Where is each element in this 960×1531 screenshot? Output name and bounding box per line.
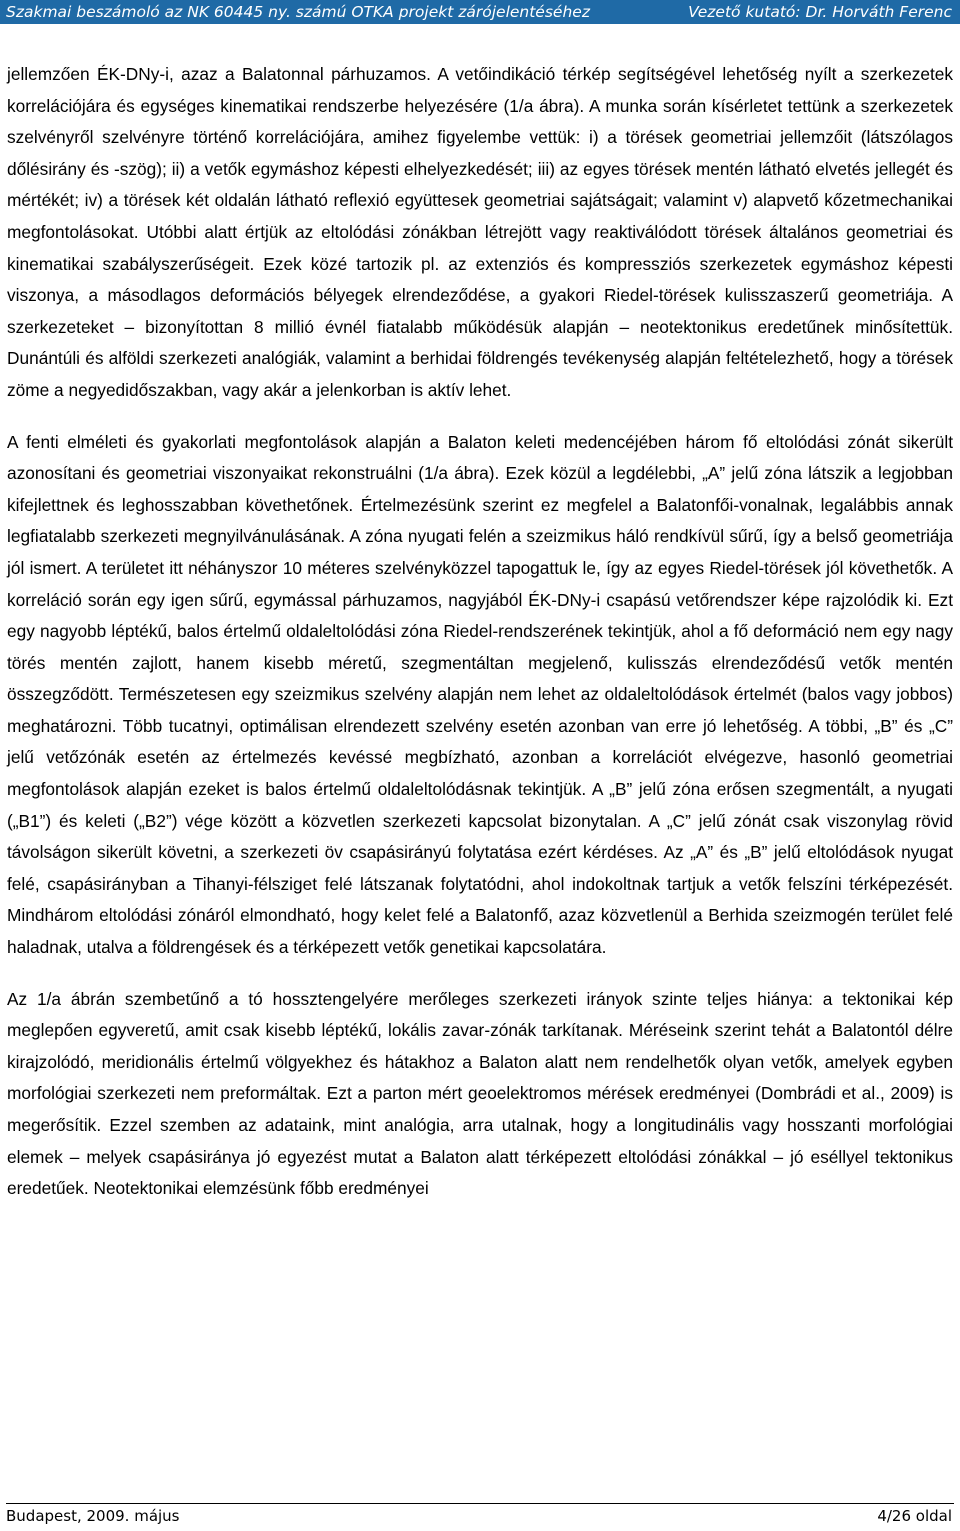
footer-place-date: Budapest, 2009. május (6, 1507, 180, 1525)
page-header (0, 0, 960, 24)
header-lead-researcher: Vezető kutató: Dr. Horváth Ferenc (688, 3, 952, 21)
footer-page-number: 4/26 oldal (877, 1507, 952, 1525)
body-paragraph: A fenti elméleti és gyakorlati megfontolások alapján a Balaton keleti medencéjében három fő eltolódási zónát sikerült azonosítani és geometriai viszonyaikat rekonstruálni (1/a ábra). Ezek közül a legdélebbi, „A” jelű zóna látszik a legjobban kifejlettnek és leghosszabban követhetőnek. Értelmezésünk szerint ez megfelel a Balatonfői-vonalnak, legalábbis annak legfiatalabb szerkezeti megnyilvánulásának. A zóna nyugati felén a szeizmikus háló rendkívül sűrű, így a belső geometriája jól ismert. A területet itt néhányszor 10 méteres szelvényközzel tapogattuk le, így az egyes Riedel-törések jól követhetők. A korreláció során egy igen sűrű, egymással párhuzamos, nagyjából ÉK-DNy-i csapású vetőrendszer képe rajzolódik ki. Ezt egy nagyobb léptékű, balos értelmű oldaleltolódási zóna Riedel-rendszerének tekintjük, ahol a fő deformáció nem egy nagy törés mentén zajlott, hanem kisebb méretű, szegmentáltan megjelenő, kulisszás elrendeződésű vetők mentén összegződött. Természetesen egy szeizmikus szelvény alapján nem lehet az oldaleltolódások értelmét (balos vagy jobbos) meghatározni. Több tucatnyi, optimálisan elrendezett szelvény esetén azonban van erre jó lehetőség. A többi, „B” és „C” jelű vetőzónák esetén az értelmezés kevéssé megbízható, azonban a korrelációt elvégezve, hasonló geometriai megfontolások alapján ezeket is balos értelmű oldaleltolódásnak tekintjük. A „B” jelű zóna erősen szegmentált, a nyugati („B1”) és keleti („B2”) vége között a közvetlen szerkezeti kapcsolat bizonytalan. A „C” jelű zónát csak viszonylag rövid távolságon sikerült követni, a szerkezeti öv csapásirányú folytatása ezért kérdéses. Az „A” és „B” jelű eltolódások nyugat felé, csapásirányban a Tihanyi-félsziget felé látszanak folytatódni, ahol indokoltnak tartjuk a vetők felszíni térképezését. Mindhárom eltolódási zónáról elmondható, hogy kelet felé a Balatonfő, azaz közvetlenül a Berhida szeizmogén terület felé haladnak, utalva a földrengések és a térképezett vetők genetikai kapcsolatára. (7, 431, 953, 958)
footer-divider (6, 1503, 954, 1504)
document-body (7, 59, 953, 1225)
header-project-title: Szakmai beszámoló az NK 60445 ny. számú OTKA projekt zárójelentéséhez (6, 3, 590, 21)
body-paragraph: jellemzően ÉK-DNy-i, azaz a Balatonnal párhuzamos. A vetőindikáció térkép segítségével lehetőség nyílt a szerkezetek korrelációjára és egységes kinematikai rendszerbe helyezésére (1/a ábra). A munka során kísérletet tettünk a szerkezetek szelvényről szelvényre történő korrelációjára, amihez figyelembe vettük: i) a törések geometriai jellemzőit (látszólagos dőlésirány és -szög); ii) a vetők egymáshoz képesti elhelyezkedését; iii) az egyes törések mentén látható elvetés jellegét és mértékét; iv) a törések két oldalán látható reflexió együttesek geometriai sajátságait; valamint v) alapvető kőzetmechanikai megfontolásokat. Utóbbi alatt értjük az eltolódási zónákban létrejött vagy reaktiválódott törések általános geometriai és kinematikai szabályszerűségeit. Ezek közé tartozik pl. az extenziós és kompressziós szerkezetek egymáshoz képesti viszonya, a másodlagos deformációs bélyegek elrendeződése, a gyakori Riedel-törések kulisszaszerű geometriája. A szerkezeteket – bizonyítottan 8 millió évnél fiatalabb működésük alapján – neotektonikus eredetűnek minősítettük. Dunántúli és alföldi szerkezeti analógiák, valamint a berhidai földrengés tevékenység alapján feltételezhető, hogy a törések zöme a negyedidőszakban, vagy akár a jelenkorban is aktív lehet. (7, 64, 953, 400)
body-paragraph: Az 1/a ábrán szembetűnő a tó hossztengelyére merőleges szerkezeti irányok szinte teljes hiánya: a tektonikai kép meglepően egyveretű, amit csak kisebb léptékű, lokális zavar-zónák tarkítanak. Méréseink szerint tehát a Balatontól délre kirajzolódó, meridionális értelmű völgyekhez és hátakhoz a Balaton alatt nem rendelhetők olyan vetők, amelyek egyben morfológiai szerkezeti nem preformáltak. Ezt a parton mért geoelektromos mérések eredményei (Dombrádi et al., 2009) is megerősítik. Ezzel szemben az adataink, mint analógia, arra utalnak, hogy a longitudinális vagy hosszanti morfológiai elemek – melyek csapásiránya jó egyezést mutat a Balaton alatt térképezett eltolódási zónákkal – jó eséllyel tektonikus eredetűek. Neotektonikai elemzésünk főbb eredményei (7, 988, 953, 1199)
